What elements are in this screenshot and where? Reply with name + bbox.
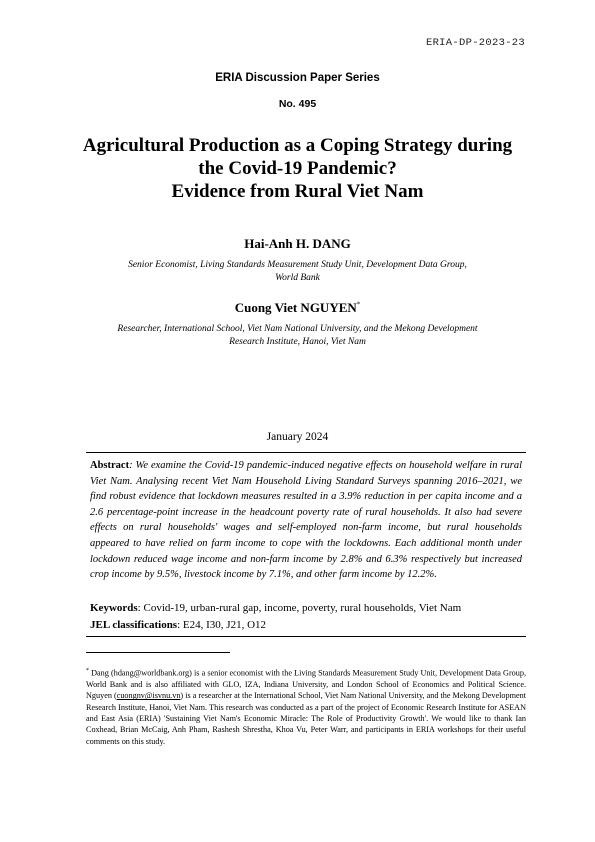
publication-date: January 2024: [266, 431, 329, 443]
jel-text: : E24, I30, J21, O12: [177, 619, 267, 631]
footnote-text-b: ) is a researcher at the International School, Viet Nam National University, and the Mekong Development Research Institute, Hanoi, Viet Nam. This research was conducted as a part of the project of Economic Research Institute for ASEAN and East Asia (ERIA) 'Sustaining Viet Nam's Economic Miracle: The Role of Productivity Growth'. We would like to thank Ian Coxhead, Brian McCaig, Anh Pham, Rashesh Shrestha, Khoa Vu, Peter Warr, and participants in ERIA workshops for their useful comments on this study.: [86, 691, 526, 746]
author-2-affiliation: [70, 323, 525, 349]
paper-title: [40, 134, 555, 203]
footnote-email-link[interactable]: cuongnv@isvnu.vn: [116, 691, 181, 701]
title-line-1: Agricultural Production as a Coping Strategy during: [82, 135, 513, 156]
keywords-label: Keywords: [90, 602, 138, 614]
author-2-footnote-marker[interactable]: *: [356, 300, 361, 309]
footnote-marker: *: [86, 668, 89, 674]
abstract-bottom-rule: [86, 636, 526, 637]
abstract-label: Abstract: [90, 460, 130, 471]
footnote-text-a: Dang (hdang@worldbank.org) is a senior economist with the Living Standards Measurement Study Unit, Development Data Group, World Bank and is also affiliated with GLO, IZA, Indiana University, and London School of Economics and Political Science. Nguyen (: [86, 668, 526, 701]
abstract: [90, 458, 522, 583]
keywords: [90, 602, 530, 614]
author-2-affiliation-line-2: Research Institute, Hanoi, Viet Nam: [229, 337, 366, 347]
author-1-affiliation-line-2: World Bank: [275, 273, 320, 283]
author-2-affiliation-line-1: Researcher, International School, Viet Nam National University, and the Mekong Development: [117, 324, 478, 334]
author-1-affiliation: [80, 259, 515, 285]
paper-number: No. 495: [278, 98, 317, 110]
author-2-name-text: Cuong Viet NGUYEN: [234, 300, 357, 315]
author-2-name: [0, 300, 595, 316]
title-line-3: Evidence from Rural Viet Nam: [171, 181, 424, 202]
series-name: ERIA Discussion Paper Series: [215, 72, 380, 84]
jel-classifications: [90, 619, 530, 631]
footnote-separator: [86, 652, 230, 653]
keywords-text: : Covid-19, urban-rural gap, income, poverty, rural households, Viet Nam: [137, 602, 462, 614]
jel-label: JEL classifications: [90, 619, 178, 631]
author-footnote: [86, 666, 526, 747]
title-line-2: the Covid-19 Pandemic?: [198, 158, 397, 179]
abstract-top-rule: [86, 452, 526, 453]
abstract-text: We examine the Covid-19 pandemic-induced negative effects on household welfare in rural Viet Nam. Analysing recent Viet Nam Household Living Standard Surveys spanning 2016–2021, we find robust evidence that lockdown measures resulted in a 3.9% reduction in per capita income and a 2.6 percentage-point increase in the headcount poverty rate of rural households. It also had severe effects on rural households' wages and self-employed non-farm income, but rural households appeared to have relied on farm income to cope with the lockdowns. Each additional month under lockdown reduced wage income and non-farm income by 2.8% and 6.3% respectively but increased crop income by 9.5%, livestock income by 7.1%, and other farm income by 12.2%.: [90, 460, 522, 581]
author-1-name-text: Hai-Anh H. DANG: [244, 236, 351, 251]
abstract-colon: :: [129, 460, 133, 471]
author-1-affiliation-line-1: Senior Economist, Living Standards Measurement Study Unit, Development Data Group,: [128, 260, 467, 270]
document-code: ERIA-DP-2023-23: [425, 37, 525, 49]
author-1-name: [0, 236, 595, 252]
